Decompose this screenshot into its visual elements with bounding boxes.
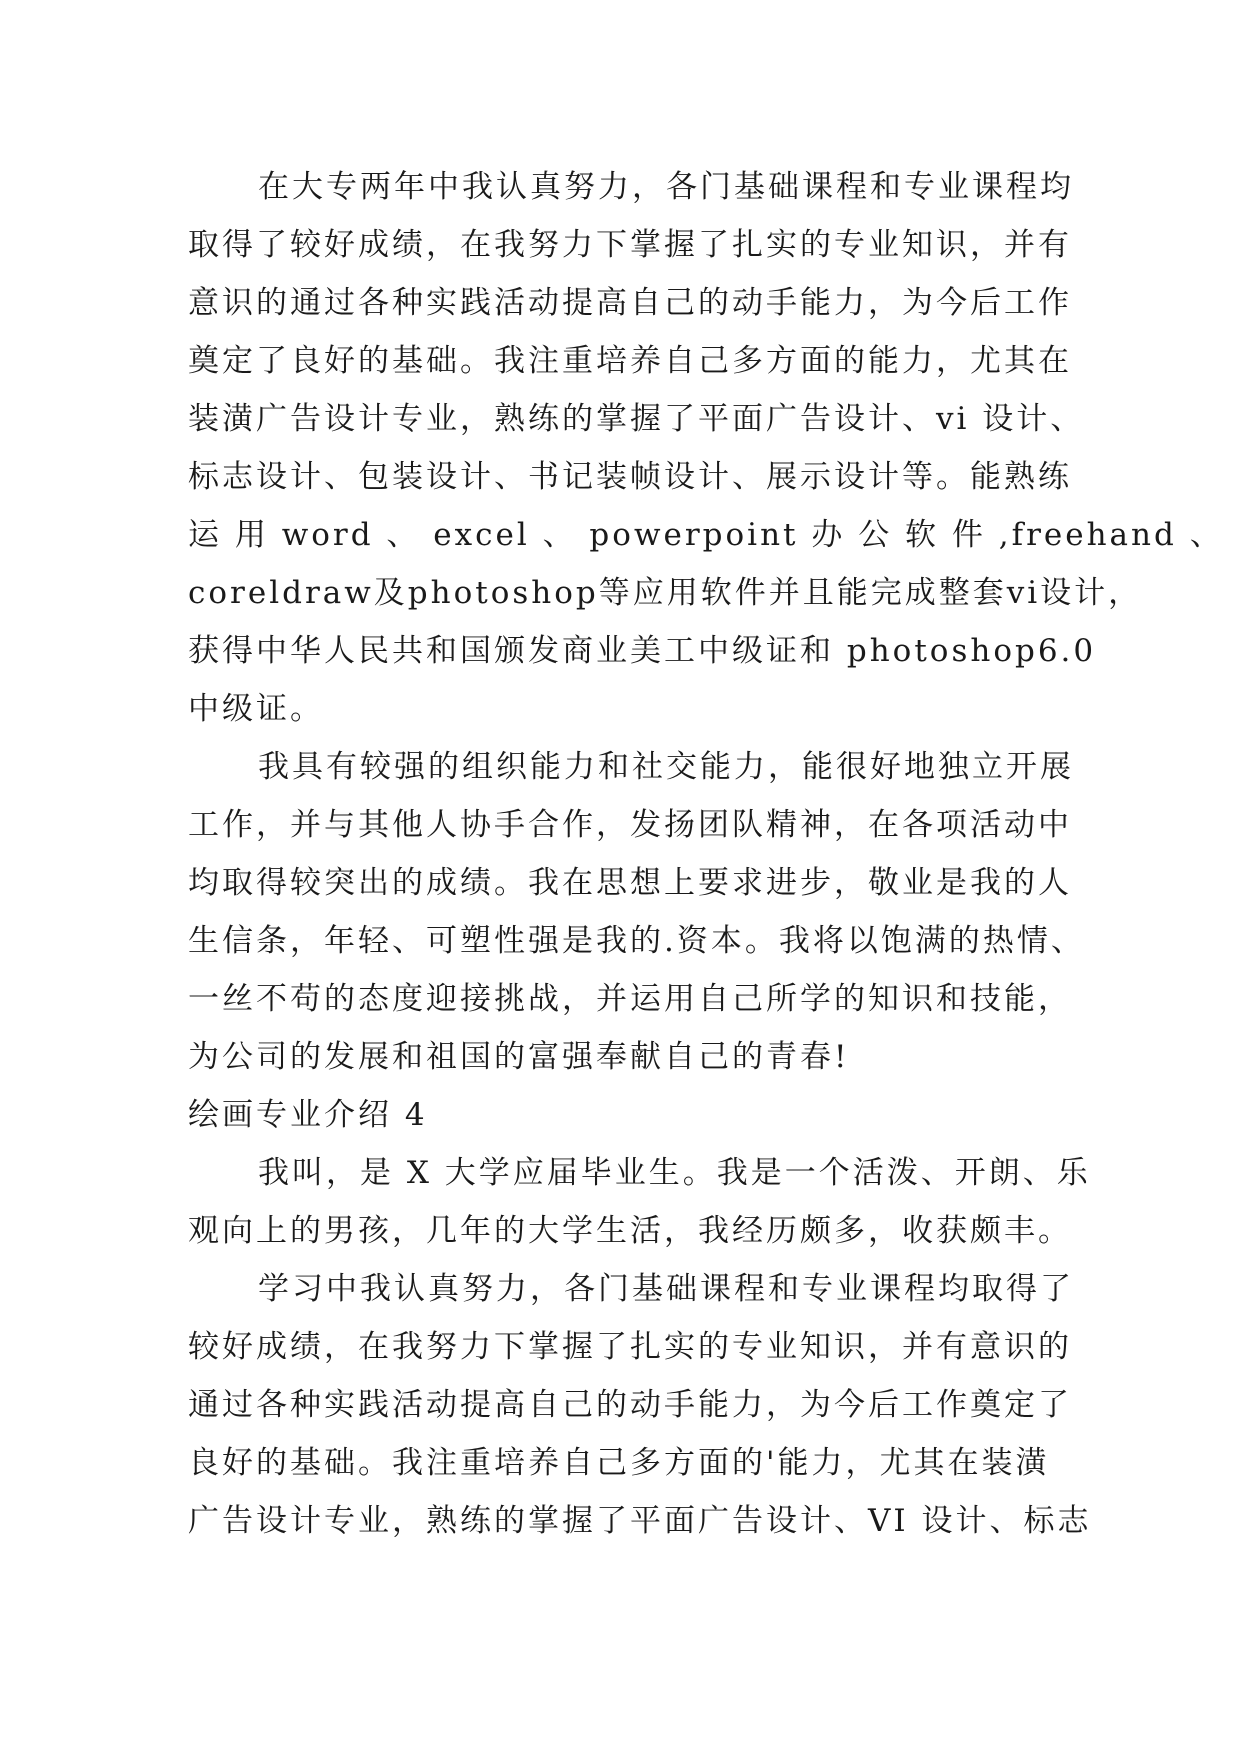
paragraph-line: 取得了较好成绩，在我努力下掌握了扎实的专业知识，并有 xyxy=(188,227,1072,263)
paragraph-line: 为公司的发展和祖国的富强奉献自己的青春! xyxy=(188,1039,850,1075)
paragraph-line: 获得中华人民共和国颁发商业美工中级证和 photoshop6.0 xyxy=(188,633,1097,669)
paragraph-line: 均取得较突出的成绩。我在思想上要求进步，敬业是我的人 xyxy=(188,865,1072,901)
paragraph-line: coreldraw及photoshop等应用软件并且能完成整套vi设计， xyxy=(188,575,1143,611)
paragraph-line: 通过各种实践活动提高自己的动手能力，为今后工作奠定了 xyxy=(188,1387,1072,1423)
paragraph-line: 观向上的男孩，几年的大学生活，我经历颇多，收获颇丰。 xyxy=(188,1213,1072,1249)
paragraph-line: 中级证。 xyxy=(188,691,324,727)
paragraph-line: 意识的通过各种实践活动提高自己的动手能力，为今后工作 xyxy=(188,285,1072,321)
paragraph-line: 良好的基础。我注重培养自己多方面的'能力，尤其在装潢 xyxy=(188,1445,1050,1481)
paragraph-line: 标志设计、包装设计、书记装帧设计、展示设计等。能熟练 xyxy=(188,459,1072,495)
section-heading: 绘画专业介绍 4 xyxy=(188,1097,428,1133)
paragraph-line: 一丝不苟的态度迎接挑战，并运用自己所学的知识和技能， xyxy=(188,981,1072,1017)
paragraph-line: 生信条，年轻、可塑性强是我的.资本。我将以饱满的热情、 xyxy=(188,923,1085,959)
document-body xyxy=(188,158,1224,1550)
paragraph-line: 在大专两年中我认真努力，各门基础课程和专业课程均 xyxy=(258,169,1074,205)
paragraph-line: 广告设计专业，熟练的掌握了平面广告设计、VI 设计、标志 xyxy=(188,1503,1092,1539)
paragraph-line: 奠定了良好的基础。我注重培养自己多方面的能力，尤其在 xyxy=(188,343,1072,379)
paragraph-line: 装潢广告设计专业，熟练的掌握了平面广告设计、vi 设计、 xyxy=(188,401,1085,437)
paragraph-line: 我叫，是 X 大学应届毕业生。我是一个活泼、开朗、乐 xyxy=(258,1155,1091,1191)
paragraph-line: 学习中我认真努力，各门基础课程和专业课程均取得了 xyxy=(258,1271,1074,1307)
paragraph-line: 工作，并与其他人协手合作，发扬团队精神，在各项活动中 xyxy=(188,807,1072,843)
paragraph-line: 较好成绩，在我努力下掌握了扎实的专业知识，并有意识的 xyxy=(188,1329,1072,1365)
paragraph-line: 运 用 word 、 excel 、 powerpoint 办 公 软 件 ,freehand 、 xyxy=(188,517,1224,553)
paragraph-line: 我具有较强的组织能力和社交能力，能很好地独立开展 xyxy=(258,749,1074,785)
